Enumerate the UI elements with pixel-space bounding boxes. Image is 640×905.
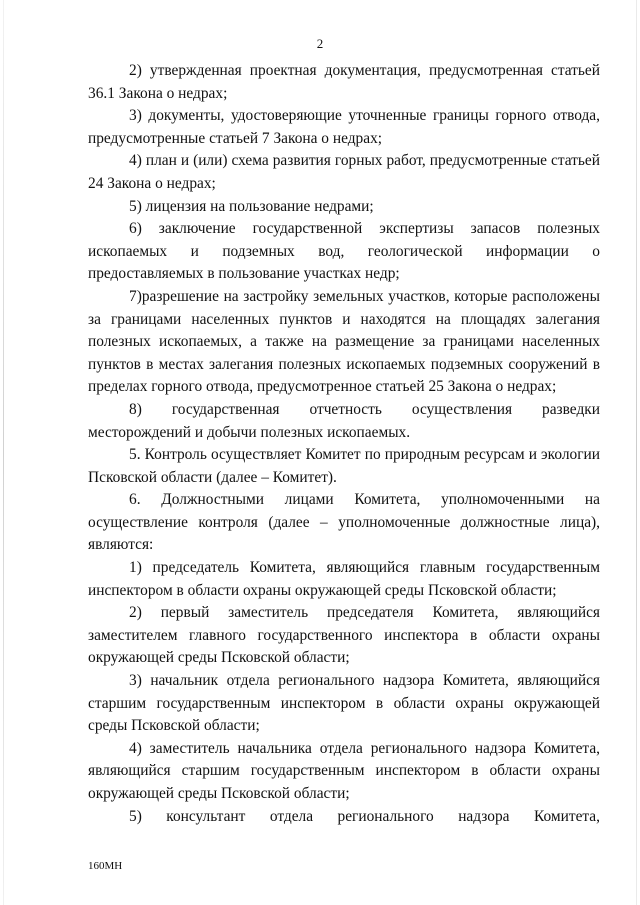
page-number: 2 (316, 36, 324, 51)
paragraph-section-6-officials: 6. Должностными лицами Комитета, уполномоченными на осуществление контроля (далее – уполномоченные должностные лица), являются: (88, 491, 600, 554)
paragraph-official-3-department-head: 3) начальник отдела регионального надзора Комитета, являющийся старшим государственным инспектором в области охраны окружающей среды Псковской области; (88, 672, 600, 735)
paragraph-item-2-approved-design-docs: 2) утвержденная проектная документация, предусмотренная статьей 36.1 Закона о недрах; (88, 62, 600, 102)
paragraph-section-5-control-body: 5. Контроль осуществляет Комитет по природным ресурсам и экологии Псковской области (далее – Комитет). (88, 446, 600, 486)
paragraph-item-8-state-reporting: 8) государственная отчетность осуществления разведки месторождений и добычи полезных ископаемых. (88, 400, 600, 441)
paragraph-item-6-state-expertise: 6) заключение государственной экспертизы запасов полезных ископаемых и подземных вод, геологической информации о предоставляемых в пользование участках недр; (88, 220, 600, 283)
paragraph-official-1-chairman: 1) председатель Комитета, являющийся главным государственным инспектором в области охраны окружающей среды Псковской области; (88, 559, 600, 599)
paragraph-item-7-construction-permit: 7)разрешение на застройку земельных участков, которые расположены за границами населенных пунктов и находятся на площадях залегания полезных ископаемых, а также на размещение за границами населенных пунктов в местах залегания полезных ископаемых подземных сооружений в пределах горного отвода, предусмотренное статьей 25 Закона о недрах; (88, 287, 600, 396)
scan-edge-left (3, 0, 4, 905)
document-body (88, 60, 600, 828)
paragraph-item-4-mining-plan: 4) план и (или) схема развития горных работ, предусмотренные статьей 24 Закона о недрах; (88, 152, 600, 192)
paragraph-item-5-subsoil-license: 5) лицензия на пользование недрами; (129, 197, 374, 215)
paragraph-official-5-consultant: 5) консультант отдела регионального надзора Комитета, (129, 807, 600, 825)
scan-edge-right (636, 0, 637, 905)
paragraph-official-4-deputy-head: 4) заместитель начальника отдела регионального надзора Комитета, являющийся старшим государственным инспектором в области охраны окружающей среды Псковской области; (88, 739, 600, 802)
footer-document-code: 160МН (88, 860, 123, 872)
paragraph-item-3-mining-allotment-docs: 3) документы, удостоверяющие уточненные границы горного отвода, предусмотренные статьей 7 Закона о недрах; (88, 107, 600, 147)
paragraph-official-2-first-deputy: 2) первый заместитель председателя Комитета, являющийся заместителем главного государственного инспектора в области охраны окружающей среды Псковской области; (88, 604, 600, 667)
